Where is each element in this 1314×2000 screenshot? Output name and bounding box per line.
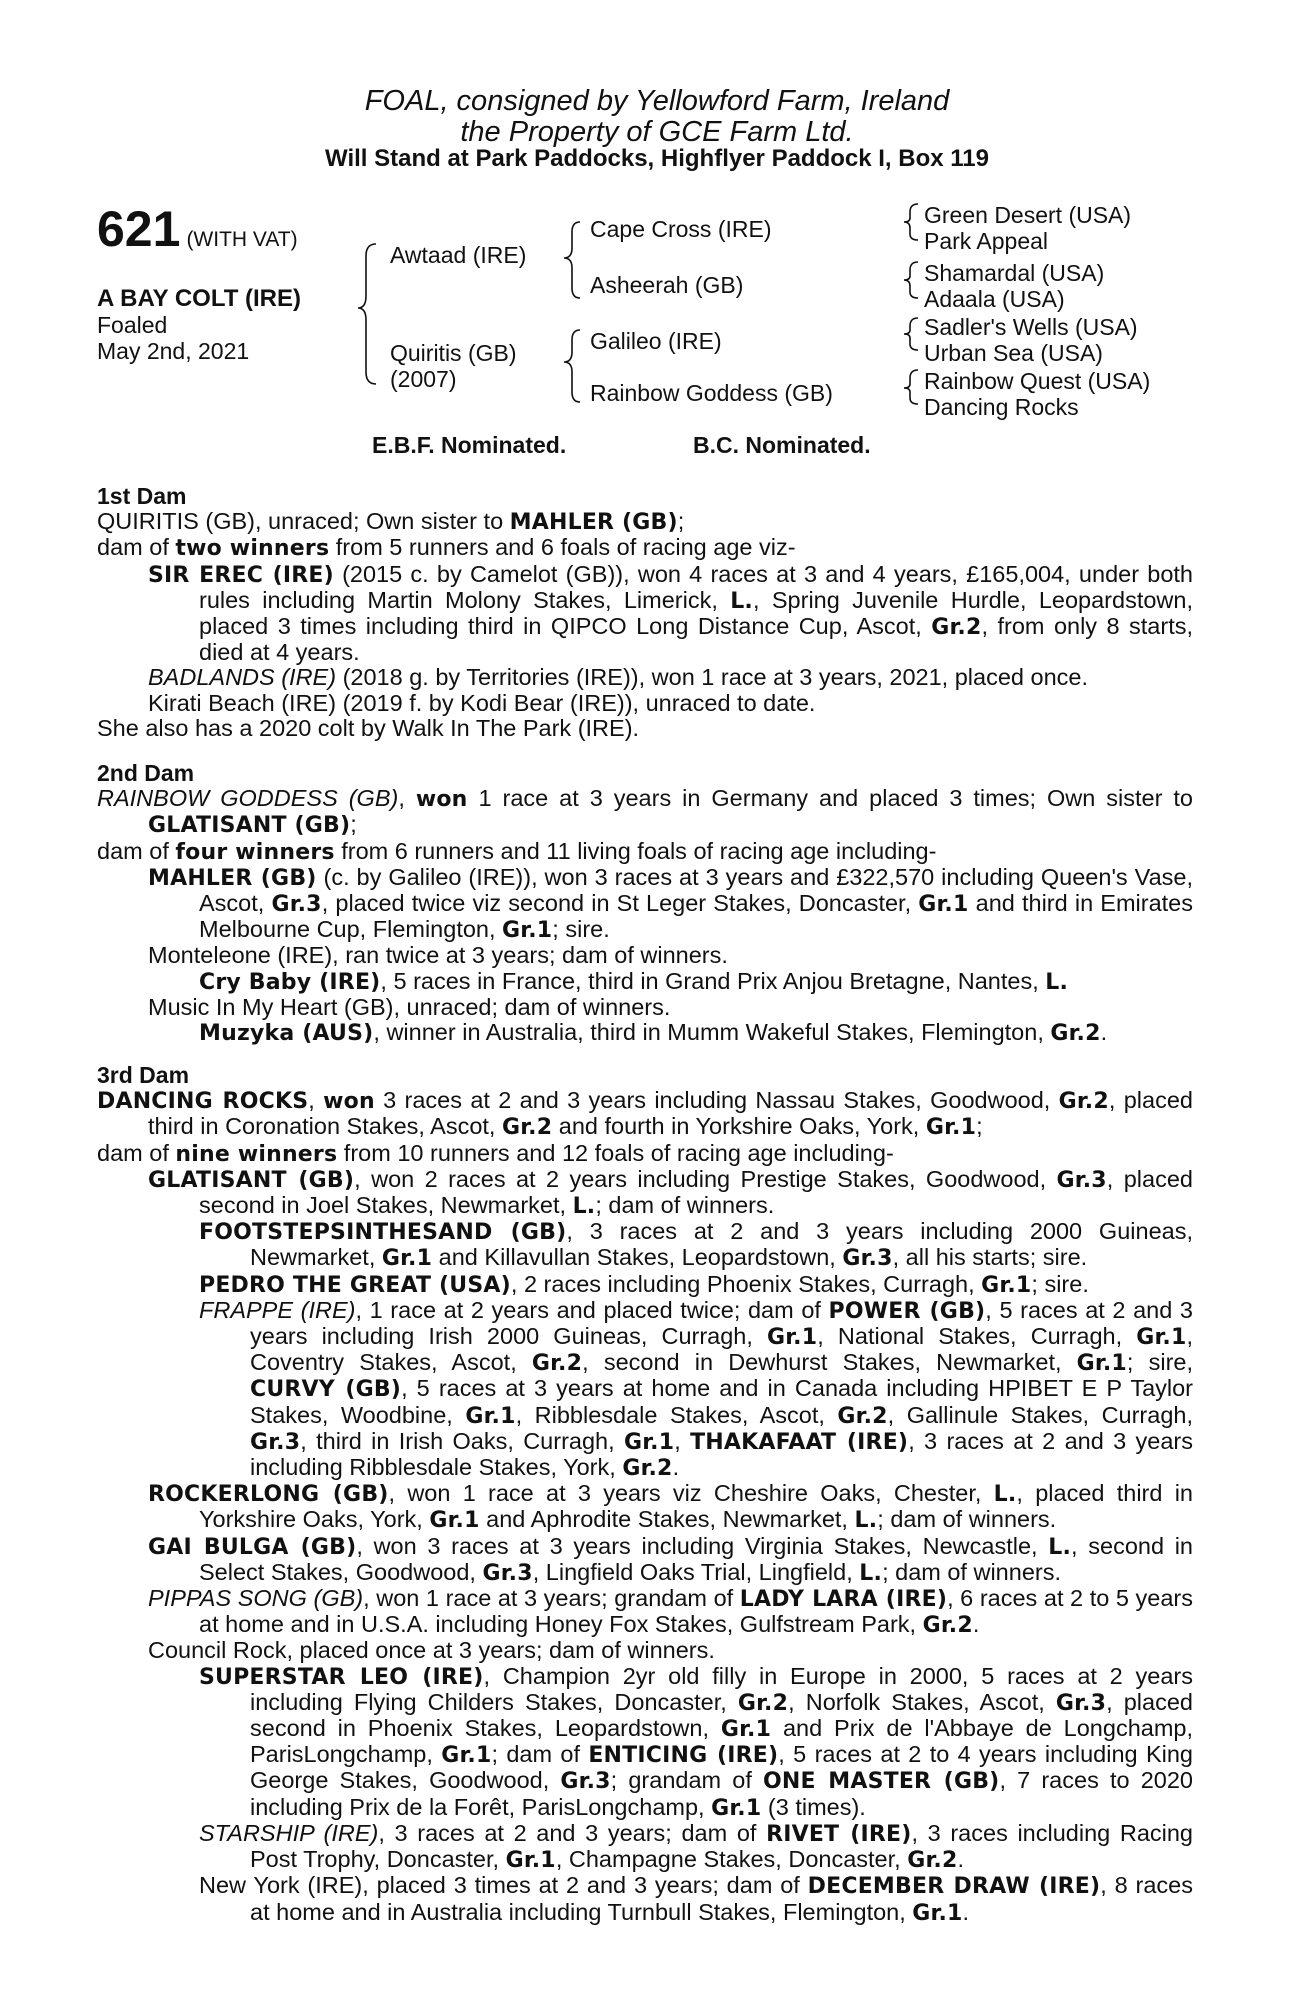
sire-sire-dam: Park Appeal — [924, 228, 1049, 254]
dam-sire: Galileo (IRE) — [590, 328, 722, 354]
produce-entry-rockerlong: ROCKERLONG (GB), won 1 race at 3 years viz Cheshire Oaks, Chester, L., placed third in Yorkshire Oaks, York, Gr.1 and Aphrodite Stakes, Newmarket, L.; dam of winners. — [148, 1480, 1193, 1534]
sire-sire: Cape Cross (IRE) — [590, 216, 772, 242]
second-dam-produce-summary: dam of four winners from 6 runners and 11 living foals of racing age including- — [97, 837, 937, 865]
ebf-nomination: E.B.F. Nominated. — [372, 432, 567, 458]
sire-dam-dam: Adaala (USA) — [924, 286, 1065, 312]
brace-dam — [564, 330, 580, 402]
lot-number: 621 — [97, 201, 181, 257]
produce-entry-glatisant: GLATISANT (GB), won 2 races at 2 years including Prestige Stakes, Goodwood, Gr.3, placed second in Joel Stakes, Newmarket, L.; dam of winners. — [148, 1165, 1193, 1220]
produce-entry-pedro-the-great: PEDRO THE GREAT (USA), 2 races including Phoenix Stakes, Curragh, Gr.1; sire. — [199, 1270, 1089, 1298]
sire-dam-sire: Shamardal (USA) — [924, 260, 1105, 286]
produce-entry-gai-bulga: GAI BULGA (GB), won 3 races at 3 years including Virginia Stakes, Newcastle, L., second in Select Stakes, Goodwood, Gr.3, Lingfield Oaks Trial, Lingfield, L.; dam of winners. — [148, 1532, 1194, 1586]
brace-sd — [904, 262, 918, 298]
consignor-line: FOAL, consigned by Yellowford Farm, Ireland — [364, 85, 950, 117]
dam-sire-dam: Urban Sea (USA) — [924, 340, 1103, 366]
produce-entry-footstepsinthesand: FOOTSTEPSINTHESAND (GB), 3 races at 2 and 3 years including 2000 Guineas, Newmarket, Gr.1 and Killavullan Stakes, Leopardstown, Gr.3, all his starts; sire. — [199, 1218, 1193, 1272]
produce-entry-frappe: FRAPPE (IRE), 1 race at 2 years and placed twice; dam of POWER (GB), 5 races at 2 and 3 years including Irish 2000 Guineas, Curragh, Gr.1, National Stakes, Curragh, Gr.1, Coventry Stakes, Ascot, Gr.2, second in Dewhurst Stakes, Newmarket, Gr.1; sire, CURVY (GB), 5 races at 3 years at home and in Canada including HPIBET E P Taylor Stakes, Woodbine, Gr.1, Ribblesdale Stakes, Ascot, Gr.2, Gallinule Stakes, Curragh, Gr.3, third in Irish Oaks, Curragh, Gr.1, THAKAFAAT (IRE), 3 races at 2 and 3 years including Ribblesdale Stakes, York, Gr.2. — [199, 1296, 1194, 1482]
produce-entry-badlands: BADLANDS (IRE) (2018 g. by Territories (IRE)), won 1 race at 3 years, 2021, placed once. — [148, 664, 1088, 691]
bc-nomination: B.C. Nominated. — [693, 432, 871, 458]
produce-entry-sir-erec: SIR EREC (IRE) (2015 c. by Camelot (GB)), won 4 races at 3 and 4 years, £165,004, under both rules including Martin Molony Stakes, Limerick, L., Spring Juvenile Hurdle, Leopardstown, placed 3 times including third in QIPCO Long Distance Cup, Ascot, Gr.2, from only 8 starts, died at 4 years. — [148, 560, 1194, 666]
first-dam-produce-summary: dam of two winners from 5 runners and 6 foals of racing age viz- — [97, 534, 796, 562]
produce-entry-muzyka: Muzyka (AUS), winner in Australia, third in Mumm Wakeful Stakes, Flemington, Gr.2. — [199, 1019, 1108, 1047]
produce-entry-superstar-leo: SUPERSTAR LEO (IRE), Champion 2yr old filly in Europe in 2000, 5 races at 2 years including Flying Childers Stakes, Doncaster, Gr.2, Norfolk Stakes, Ascot, Gr.3, placed second in Phoenix Stakes, Leopardstown, Gr.1 and Prix de l'Abbaye de Longchamp, ParisLongchamp, Gr.1; dam of ENTICING (IRE), 5 races at 2 to 4 years including King George Stakes, Goodwood, Gr.3; grandam of ONE MASTER (GB), 7 races to 2020 including Prix de la Forêt, ParisLongchamp, Gr.1 (3 times). — [199, 1662, 1194, 1821]
produce-entry-starship: STARSHIP (IRE), 3 races at 2 and 3 years; dam of RIVET (IRE), 3 races including Racing Post Trophy, Doncaster, Gr.1, Champagne Stakes, Doncaster, Gr.2. — [199, 1819, 1194, 1874]
produce-entry-kirati-beach: Kirati Beach (IRE) (2019 f. by Kodi Bear (IRE)), unraced to date. — [148, 689, 816, 716]
second-dam-section — [97, 761, 1193, 1046]
brace-ds — [904, 318, 918, 350]
brace-ss — [904, 204, 918, 240]
produce-entry-new-york: New York (IRE), placed 3 times at 2 and 3 years; dam of DECEMBER DRAW (IRE), 8 races at home and in Australia including Turnbull Stakes, Flemington, Gr.1. — [199, 1872, 1193, 1926]
first-dam-section — [97, 484, 1193, 741]
dam-year: (2007) — [390, 366, 457, 392]
second-dam-heading: 2nd Dam — [97, 760, 195, 786]
dam-sire-sire: Sadler's Wells (USA) — [924, 314, 1138, 340]
property-line: the Property of GCE Farm Ltd. — [460, 116, 854, 148]
third-dam-heading: 3rd Dam — [97, 1062, 190, 1088]
produce-note-2020-colt: She also has a 2020 colt by Walk In The Park (IRE). — [97, 714, 640, 741]
dam-name: Quiritis (GB) — [390, 340, 517, 366]
sire-sire-sire: Green Desert (USA) — [924, 202, 1132, 228]
produce-entry-pippas-song: PIPPAS SONG (GB), won 1 race at 3 years; grandam of LADY LARA (IRE), 6 races at 2 to 5 years at home and in U.S.A. including Honey Fox Stakes, Gulfstream Park, Gr.2. — [148, 1585, 1193, 1639]
produce-entry-music-in-my-heart: Music In My Heart (GB), unraced; dam of winners. — [148, 993, 671, 1020]
first-dam-intro: QUIRITIS (GB), unraced; Own sister to MAHLER (GB); — [97, 508, 685, 536]
brace-dd — [904, 370, 918, 404]
lot-title: A BAY COLT (IRE) — [97, 285, 302, 312]
foaled-date: May 2nd, 2021 — [97, 338, 250, 364]
third-dam-produce-summary: dam of nine winners from 10 runners and 12 foals of racing age including- — [97, 1139, 894, 1167]
dam-dam-sire: Rainbow Quest (USA) — [924, 368, 1151, 394]
stand-location: Will Stand at Park Paddocks, Highflyer Paddock I, Box 119 — [325, 145, 989, 172]
dam-dam: Rainbow Goddess (GB) — [590, 380, 833, 406]
foaled-label: Foaled — [97, 312, 168, 338]
produce-entry-council-rock: Council Rock, placed once at 3 years; dam of winners. — [148, 1637, 715, 1664]
sire-name: Awtaad (IRE) — [390, 242, 527, 268]
third-dam-section — [97, 1063, 1193, 1926]
brace-main — [358, 244, 376, 384]
produce-entry-cry-baby: Cry Baby (IRE), 5 races in France, third in Grand Prix Anjou Bretagne, Nantes, L. — [199, 967, 1069, 995]
sire-dam: Asheerah (GB) — [590, 272, 744, 298]
dam-dam-dam: Dancing Rocks — [924, 394, 1079, 420]
third-dam-intro: DANCING ROCKS, won 3 races at 2 and 3 years including Nassau Stakes, Goodwood, Gr.2, placed third in Coronation Stakes, Ascot, Gr.2 and fourth in Yorkshire Oaks, York, Gr.1; — [97, 1087, 1193, 1141]
vat-note: (WITH VAT) — [186, 228, 298, 251]
first-dam-heading: 1st Dam — [97, 483, 187, 509]
produce-entry-mahler: MAHLER (GB) (c. by Galileo (IRE)), won 3 races at 3 years and £322,570 including Queen's Vase, Ascot, Gr.3, placed twice viz second in St Leger Stakes, Doncaster, Gr.1 and third in Emirates Melbourne Cup, Flemington, Gr.1; sire. — [148, 863, 1193, 944]
brace-sire — [564, 222, 580, 298]
produce-entry-monteleone: Monteleone (IRE), ran twice at 3 years; dam of winners. — [148, 942, 728, 969]
second-dam-intro: RAINBOW GODDESS (GB), won 1 race at 3 years in Germany and placed 3 times; Own sister to GLATISANT (GB); — [97, 785, 1193, 839]
